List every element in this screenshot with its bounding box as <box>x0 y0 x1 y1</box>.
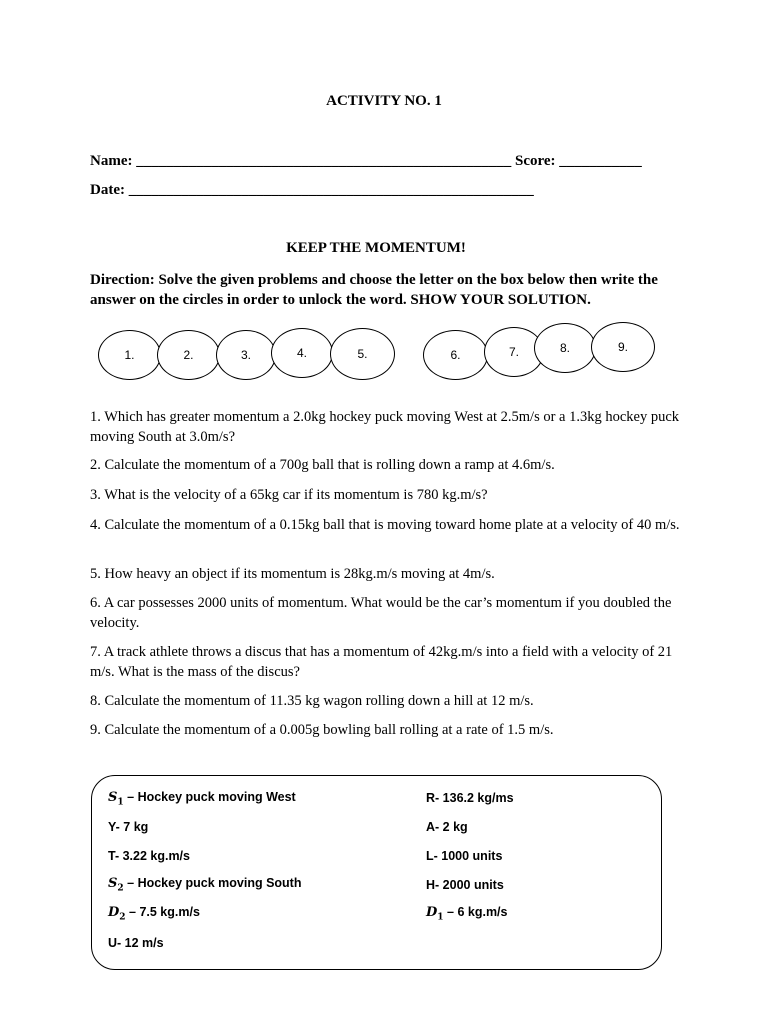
question-1: 1. Which has greater momentum a 2.0kg hockey puck moving West at 2.5m/s or a 1.3kg hockey puck moving South at 3.0m/s? <box>90 409 680 445</box>
answer-circle-4: 4. <box>271 328 333 378</box>
choice-text: – Hockey puck moving South <box>127 876 302 890</box>
answer-circle-3: 3. <box>216 330 276 380</box>
answer-circle-9: 9. <box>591 322 655 372</box>
question-4: 4. Calculate the momentum of a 0.15kg ball that is moving toward home plate at a velocity of 40 m/s. <box>90 517 680 533</box>
question-3: 3. What is the velocity of a 65kg car if its momentum is 780 kg.m/s? <box>90 487 488 503</box>
choice-d1 <box>426 905 507 923</box>
choice-t: T- 3.22 kg.m/s <box>108 849 190 863</box>
name-score-line: Name: __________________________________________________ Score: ___________ <box>90 153 642 169</box>
choice-r: R- 136.2 kg/ms <box>426 791 514 805</box>
answer-circle-7: 7. <box>484 327 544 377</box>
choice-text: – 6 kg.m/s <box>447 905 508 919</box>
question-9: 9. Calculate the momentum of a 0.005g bowling ball rolling at a rate of 1.5 m/s. <box>90 722 554 738</box>
question-8: 8. Calculate the momentum of 11.35 kg wagon rolling down a hill at 12 m/s. <box>90 693 534 709</box>
question-7: 7. A track athlete throws a discus that has a momentum of 42kg.m/s into a field with a velocity of 21 m/s. What is the mass of the discus? <box>90 644 673 680</box>
choice-symbol: $S_1$ <box>108 790 124 808</box>
question-6: 6. A car possesses 2000 units of momentum. What would be the car’s momentum if you doubled the velocity. <box>90 595 672 631</box>
choice-s2 <box>108 876 301 894</box>
choice-a: A- 2 kg <box>426 820 468 834</box>
answer-circle-1: 1. <box>98 330 161 380</box>
date-line: Date: ______________________________________________________ <box>90 182 534 198</box>
choice-symbol: $D_1$ <box>426 905 444 923</box>
choice-d2 <box>108 905 200 923</box>
choice-l: L- 1000 units <box>426 849 503 863</box>
choice-s1 <box>108 790 296 808</box>
answer-circle-6: 6. <box>423 330 488 380</box>
choice-y: Y- 7 kg <box>108 820 149 834</box>
answer-circle-2: 2. <box>157 330 220 380</box>
direction-text: Direction: Solve the given problems and choose the letter on the box below then write the answer on the circles in order to unlock the word. SHOW YOUR SOLUTION. <box>90 272 658 308</box>
activity-title: ACTIVITY NO. 1 <box>326 93 442 109</box>
choice-text: – Hockey puck moving West <box>127 790 296 804</box>
question-2: 2. Calculate the momentum of a 700g ball that is rolling down a ramp at 4.6m/s. <box>90 457 555 473</box>
answer-circle-8: 8. <box>534 323 596 373</box>
choice-u: U- 12 m/s <box>108 936 164 950</box>
question-5: 5. How heavy an object if its momentum is 28kg.m/s moving at 4m/s. <box>90 566 495 582</box>
answer-circle-5: 5. <box>330 328 395 380</box>
choice-text: – 7.5 kg.m/s <box>129 905 200 919</box>
section-title: KEEP THE MOMENTUM! <box>286 240 466 256</box>
choice-symbol: $D_2$ <box>108 905 126 923</box>
choice-h: H- 2000 units <box>426 878 504 892</box>
choice-symbol: $S_2$ <box>108 876 124 894</box>
